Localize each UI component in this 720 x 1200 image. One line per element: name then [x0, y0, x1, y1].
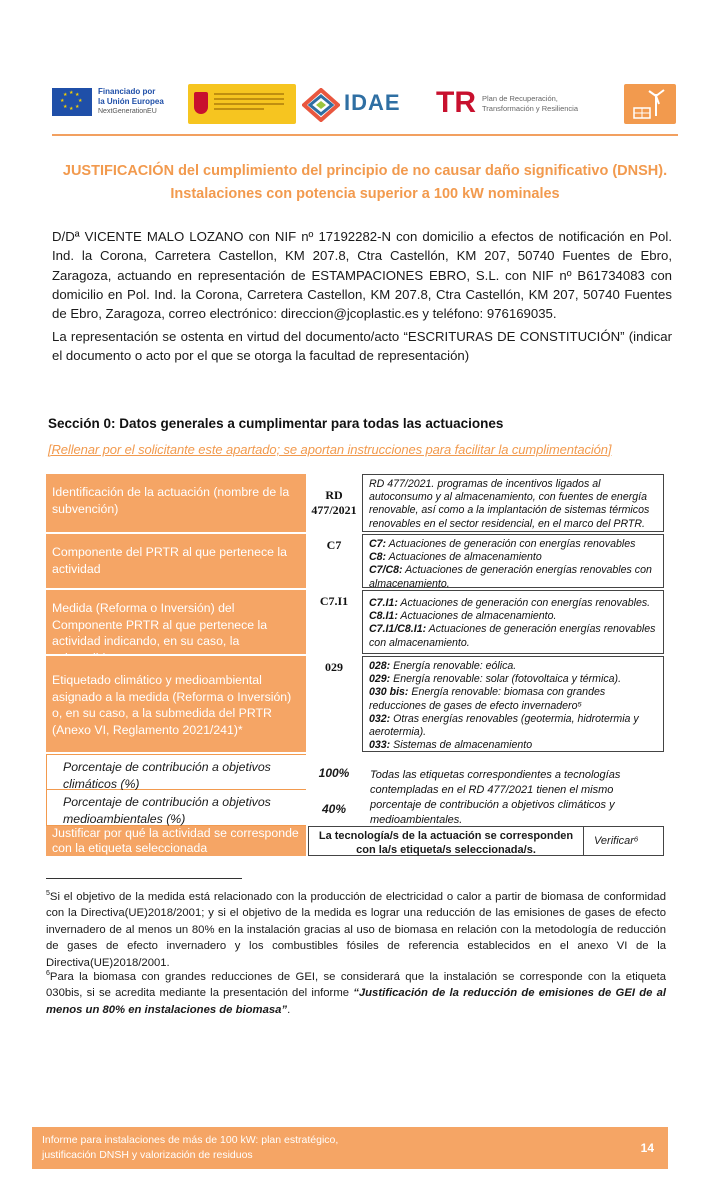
- list-item: C8: Actuaciones de almacenamiento: [369, 551, 542, 564]
- list-item: 033: Sistemas de almacenamiento: [369, 739, 533, 752]
- prtr-line1: Plan de Recuperación,: [482, 94, 558, 103]
- eu-logo-line2: la Unión Europea: [98, 97, 164, 106]
- footnote-6: $^6$Para la biomasa con grandes reducciones de GEI, se considerará que la instalación se corresponde con la etiqueta 030bis, si se acredita mediante la presentación del informe “Justificación de la reducción de emisiones de GEI de al menos un 80% en instalaciones de biomasa”.: [46, 970, 667, 1016]
- row-code: C7: [326, 538, 342, 552]
- footer-line2: justificación DNSH y valorización de residuos: [42, 1149, 253, 1161]
- table-row: [46, 590, 666, 654]
- header-divider: [52, 134, 678, 136]
- row-description: [362, 656, 664, 752]
- title-line2: Instalaciones con potencia superior a 100 kW nominales: [170, 186, 560, 202]
- row-label: Porcentaje de contribución a objetivos climáticos (%): [46, 754, 306, 790]
- header-logos: [52, 84, 680, 128]
- row-label: Etiquetado climático y medioambiental asignado a la medida (Reforma o Inversión) o, en su caso, a la submedida del PRTR (Anexo VI, Reglamento 2021/241)*: [46, 656, 306, 752]
- table-row: [46, 826, 666, 856]
- table-row: [46, 534, 666, 588]
- section-instructions: [Rellenar por el solicitante este apartado; se aportan instrucciones para facilitar la cumplimentación]: [48, 442, 612, 457]
- footer-line1: Informe para instalaciones de más de 100 kW: plan estratégico,: [42, 1134, 339, 1146]
- idae-wordmark: IDAE: [344, 90, 401, 115]
- row-description: RD 477/2021. programas de incentivos ligados al autoconsumo y al almacenamiento, con fuentes de energía renovable, así como a la implantación de sistemas térmicos renovables en el sector residencial, en el marco del PRTR.: [362, 474, 664, 532]
- row-label: Identificación de la actuación (nombre de la subvención): [46, 474, 306, 532]
- idae-diamond-icon: [302, 88, 340, 122]
- list-item: C7/C8: Actuaciones de generación energías renovables con almacenamiento.: [369, 564, 652, 590]
- percentage-note: Todas las etiquetas correspondientes a tecnologías contempladas en el RD 477/2021 tienen el mismo porcentaje de contribución a objetivos climáticos y medioambientales.: [370, 769, 621, 826]
- list-item: 028: Energía renovable: eólica.: [369, 660, 517, 672]
- table-row: [46, 474, 666, 532]
- page-footer: [32, 1127, 668, 1169]
- row-label: Porcentaje de contribución a objetivos medioambientales (%): [46, 790, 306, 826]
- table-row: [46, 656, 666, 752]
- row-code: 029: [325, 660, 343, 674]
- eu-logo-line1: Financiado por: [98, 87, 156, 96]
- environmental-percentage: 40%: [321, 802, 347, 816]
- prtr-line2: Transformación y Resiliencia: [482, 104, 579, 113]
- row-description: [362, 590, 664, 654]
- list-item: 030 bis: Energía renovable: biomasa con grandes reducciones de gases de efecto invernadero⁵: [369, 686, 606, 712]
- gobierno-espana-logo: [188, 84, 296, 124]
- page-title: [52, 160, 678, 206]
- percentage-block: [46, 754, 666, 826]
- title-line1: JUSTIFICACIÓN del cumplimiento del principio de no causar daño significativo (DNSH).: [62, 163, 668, 179]
- renewable-energy-logo: [624, 84, 676, 124]
- representation-paragraph: La representación se ostenta en virtud del documento/acto “ESCRITURAS DE CONSTITUCIÓN” (indicar el documento o acto por el que se otorga la facultad de representación): [52, 329, 672, 364]
- row-code: C7.I1: [319, 594, 349, 608]
- page-number: 14: [640, 1141, 654, 1155]
- row-code: RD 477/2021: [311, 488, 357, 517]
- row-label: Medida (Reforma o Inversión) del Componente PRTR al que pertenece la actividad indicando, en su caso, la: [46, 590, 306, 654]
- prtr-text: [482, 94, 578, 114]
- list-item: C7.I1: Actuaciones de generación con energías renovables.: [369, 597, 651, 609]
- wind-solar-icon: [632, 88, 668, 122]
- row-label: Componente del PRTR al que pertenece la actividad: [46, 534, 306, 588]
- verify-note: Verificar⁶: [584, 826, 664, 856]
- section-title: Sección 0: Datos generales a cumplimentar para todas las actuaciones: [48, 416, 504, 431]
- prtr-mark: TR: [436, 86, 476, 119]
- footer-text: [42, 1133, 338, 1163]
- row-description: [362, 534, 664, 588]
- spain-shield-icon: [194, 92, 208, 114]
- general-data-table: [46, 474, 666, 856]
- footnote-5: $^5$Si el objetivo de la medida está relacionado con la producción de electricidad o calor a partir de biomasa de conformidad con la Directiva(UE)2018/2001; y si el objetivo de la medida es lograr una reducción de las emisiones de gases de efecto invernadero de al menos un 80% en la instalación gracias al uso de biomasa en relación con la metodología de reducción de gases de efecto invernadero y los combustibles fósiles de referencia establecidos en el anexo VI de la Directiva(UE)2018/2001.: [46, 890, 666, 969]
- row-label: Justificar por qué la actividad se corresponde con la etiqueta seleccionada: [46, 826, 306, 856]
- list-item: C7.I1/C8.I1: Actuaciones de generación energías renovables con almacenamiento.: [369, 623, 656, 649]
- list-item: C8.I1: Actuaciones de almacenamiento.: [369, 610, 557, 623]
- list-item: 032: Otras energías renovables (geotermia, hidrotermia y aerotermia).: [369, 712, 639, 739]
- justification-text: La tecnología/s de la actuación se corresponden con la/s etiqueta/s seleccionada/s.: [308, 826, 584, 856]
- prtr-logo: [436, 84, 606, 124]
- footnote-divider: [46, 878, 242, 879]
- eu-logo-line3: NextGenerationEU: [98, 108, 157, 115]
- climate-percentage: 100%: [318, 766, 350, 780]
- list-item: C7: Actuaciones de generación con energías renovables: [369, 538, 636, 550]
- idae-logo: [302, 84, 406, 124]
- list-item: 029: Energía renovable: solar (fotovoltaica y térmica).: [369, 673, 622, 686]
- eu-funding-logo: [52, 84, 182, 124]
- applicant-paragraph: D/Dª VICENTE MALO LOZANO con NIF nº 17192282-N con domicilio a efectos de notificación en Pol. Ind. la Corona, Carretera Castellon, KM 207.8, Ctra Castellón, KM 207, 50740 Fuentes de Ebro, Zaragoza, actuando en representación de ESTAMPACIONES EBRO, S.L. con NIF nº B61734083 con domicilio en Pol. Ind. la Corona, Carretera Castellon, KM 207.8, Ctra Castellón, KM 207, 50740 Fuentes de Ebro, Zaragoza, correo electrónico: direccion@jcoplastic.es y teléfono: 976169035.: [52, 229, 672, 322]
- eu-flag-icon: ★ ★ ★ ★ ★ ★ ★ ★: [52, 88, 92, 116]
